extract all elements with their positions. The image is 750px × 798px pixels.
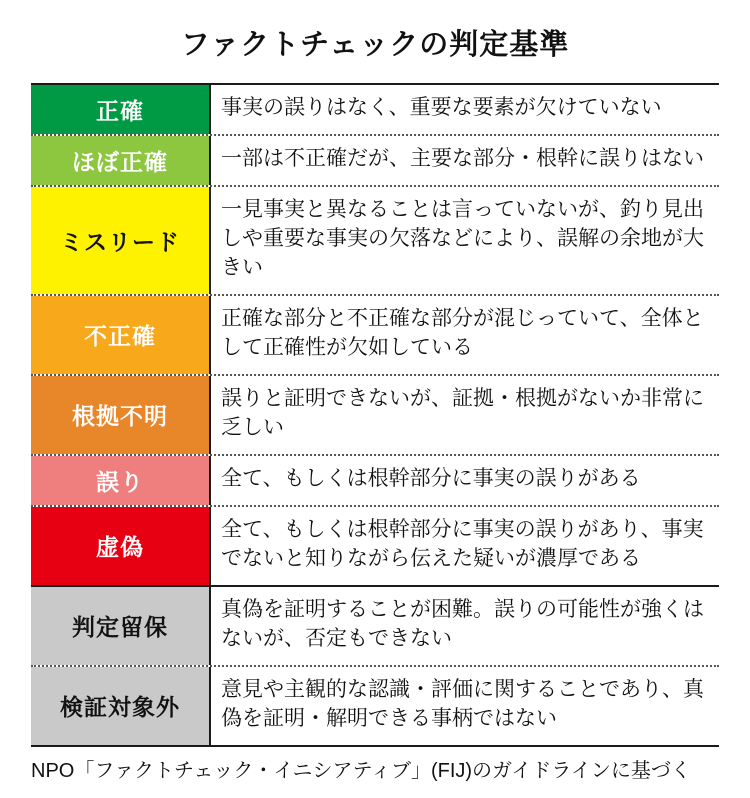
source-footnote: NPO「ファクトチェック・イニシアティブ」(FIJ)のガイドラインに基づく [31, 759, 691, 782]
rating-label-mostly-accurate: ほぼ正確 [31, 136, 209, 185]
table-row [31, 296, 719, 376]
description-text: 全て、もしくは根幹部分に事実の誤りがある [221, 466, 641, 490]
table-row [31, 187, 719, 296]
rating-label-out-of-scope: 検証対象外 [31, 667, 209, 745]
rating-description-mostly-accurate [209, 136, 719, 185]
rating-description-error [209, 456, 719, 505]
rating-description-inaccurate [209, 296, 719, 374]
table-row [31, 136, 719, 187]
rating-label-pending: 判定留保 [31, 587, 209, 665]
rating-description-misleading [209, 187, 719, 294]
description-text: 意見や主観的な認識・評価に関することであり、真偽を証明・解明できる事柄ではない [221, 677, 704, 730]
page-title: ファクトチェックの判定基準 [180, 29, 570, 61]
rating-label-accurate: 正確 [31, 85, 209, 134]
description-text: 事実の誤りはなく、重要な要素が欠けていない [221, 96, 662, 119]
description-text: 一部は不正確だが、主要な部分・根幹に誤りはない [221, 146, 704, 170]
description-text: 真偽を証明することが困難。誤りの可能性が強くはないが、否定もできない [221, 597, 704, 650]
rating-label-inaccurate: 不正確 [31, 296, 209, 374]
table-row [31, 587, 719, 667]
table-row [31, 85, 719, 136]
rating-label-misleading: ミスリード [31, 187, 209, 294]
table-row [31, 507, 719, 587]
table-row [31, 456, 719, 507]
description-text: 一見事実と異なることは言っていないが、釣り見出しや重要な事実の欠落などにより、誤解の余地が大きい [221, 197, 704, 279]
table-row [31, 376, 719, 456]
rating-description-accurate [209, 85, 719, 134]
rating-criteria-table [31, 83, 719, 747]
rating-description-out-of-scope [209, 667, 719, 745]
description-text: 全て、もしくは根幹部分に事実の誤りがあり、事実でないと知りながら伝えた疑いが濃厚である [221, 517, 704, 570]
rating-label-false: 虚偽 [31, 507, 209, 585]
rating-label-unsubstantiated: 根拠不明 [31, 376, 209, 454]
description-text: 誤りと証明できないが、証拠・根拠がないか非常に乏しい [221, 386, 704, 439]
description-text: 正確な部分と不正確な部分が混じっていて、全体として正確性が欠如している [221, 306, 704, 359]
rating-description-false [209, 507, 719, 585]
rating-description-unsubstantiated [209, 376, 719, 454]
table-row [31, 667, 719, 745]
rating-label-error: 誤り [31, 456, 209, 505]
rating-description-pending [209, 587, 719, 665]
